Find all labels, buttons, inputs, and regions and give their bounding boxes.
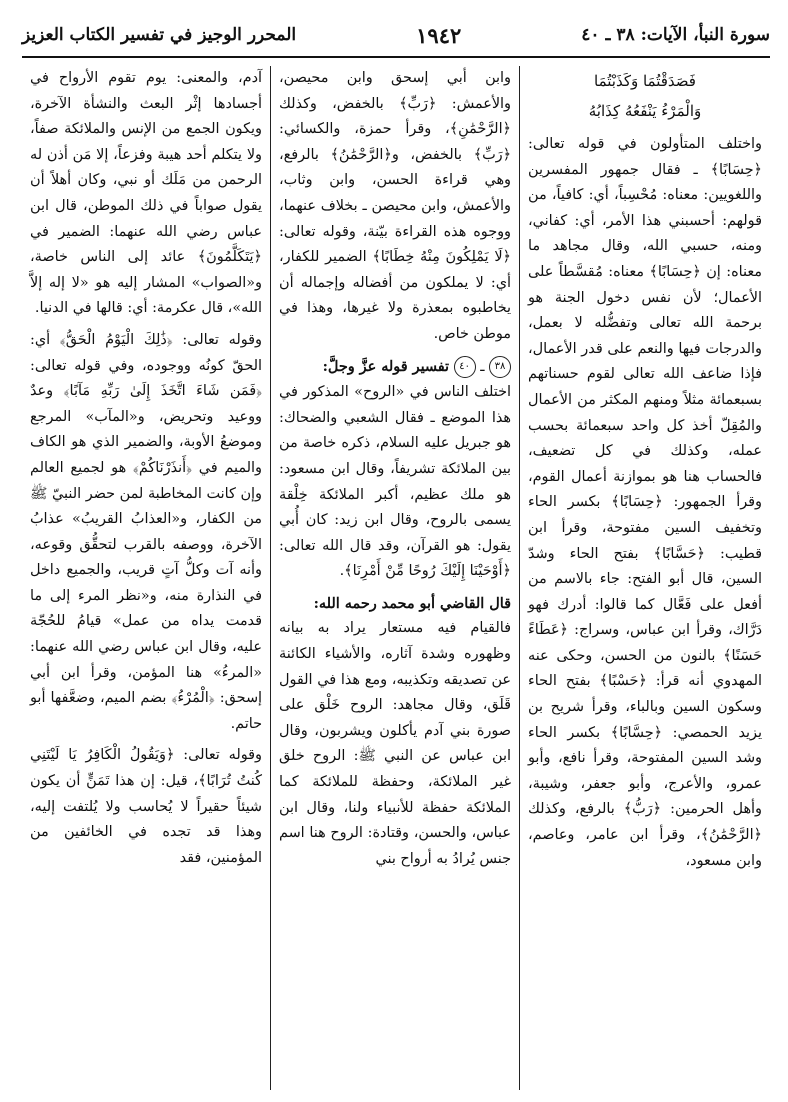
paragraph: آدم، والمعنى: يوم تقوم الأرواح في أجسادها إثْر البعث والنشأة الآخرة، ويكون الجمع من الإنس والملائكة صفاً، ولا يتكلم أحد هيبة وفزعاً، إلا مَن أذن له الرحمن من مَلَك أو نبي، وكان أهلاً أن يقول صواباً في ذلك الموطن، قال ابن عباس رضي الله عنهما: الضمير في ﴿يَتَكَلَّمُونَ﴾ عائد إلى الناس خاصة، و«الصواب» المشار إليه هو «لا إله إلاَّ الله»، قال عكرمة: أي: قالها في الدنيا. [30, 70, 262, 317]
paragraph: واختلف المتأولون في قوله تعالى: ﴿حِسَابًا﴾ ـ فقال جمهور المفسرين واللغويين: معناه: مُحْسِباً، أي: كافياً، من قولهم: أحسبني هذا الأمر، أي: كفاني، ومنه، حسبي الله، وقال مجاهد ما معناه: إن ﴿حِسَابًا﴾ معناه: مُقسَّطاً على الأعمال؛ لأن نفس دخول الجنة هو برحمة الله تعالى وتفضُّله لا بعمل، والدرجات فيها والنعم على قدر الأعمال، فإذا ضاعف الله تعالى لقوم حسناتهم بسبعمائة مثلاً ومنهم المكثر من الأعمال والمُقِلّ أخذ كل واحد سبعمائة بحسب عمله، وكذلك في كل تضعيف، فالحساب هنا هو بموازنة أعمال القوم، وقرأ الجمهور: ﴿حِسَابًا﴾ بكسر الحاء وتخفيف السين مفتوحة، وقرأ ابن قطيب: ﴿حَسَّابًا﴾ بفتح الحاء وشدّ السين، قال أبو الفتح: جاء بالاسم من أفعل على فَعَّال كما قالوا: أدرك فهو دَرَّاك، وقرأ ابن عباس، وسراج: ﴿عَطَاءً حَسَنًا﴾ بالنون من الحسن، وحكى عنه المهدوي أنه قرأ: ﴿حَسْبًا﴾ بفتح الحاء وسكون السين وبالباء، وقرأ شريح بن يزيد الحمصي: ﴿حِسَّابًا﴾ بكسر الحاء وشد السين المفتوحة، وقرأ نافع، وأبو عمرو، والأعرج، وأبو جعفر، وشيبة، وأهل الحرمين: ﴿رَبُّ﴾ بالرفع، وكذلك ﴿الرَّحْمَٰنُ﴾، وقرأ ابن عامر، وعاصم، وابن مسعود، [528, 136, 762, 869]
column-middle [270, 66, 520, 1090]
page-number: ١٩٤٢ [416, 22, 462, 48]
section-title: تفسير قوله عزَّ وجلَّ: [322, 357, 450, 375]
paragraph: وقوله تعالى: ﴿ذَٰلِكَ الْيَوْمُ الْحَقُّ﴾ أي: الحقّ كونُه ووجوده، وفي قوله تعالى: ﴿فَمَن شَاءَ اتَّخَذَ إِلَىٰ رَبِّهِ مَآبًا﴾ وعدٌ ووعيد وتحريض، و«المآب» المرجع وموضعُ الأوبة، والضمير الذي هو الكاف والميم في ﴿أَنذَرْنَاكُمْ﴾ هو لجميع العالم وإن كانت المخاطبة لمن حضر النبيّ ﷺ من الكفار، و«العذابُ القريبُ» عذابُ الآخرة، ووصفه بالقرب لتحقُّق وقوعه، وأنه آت وكلُّ آتٍ قريب، والجميع داخل في النذارة منه، و«نظر المرء إلى ما قدمت يداه من عمل» قيامُ للحُجّة عليه، وقال ابن عباس رضي الله عنهما: «المرءُ» هنا المؤمن، وقرأ ابن أبي إسحق: ﴿الْمُرْءُ﴾ بضم الميم، وضعَّفها أبو حاتم. [30, 331, 262, 732]
verse-line-2: وَالْمَرْءُ يَنْفَعُهُ كِذَابُهُ [588, 102, 702, 120]
page-header [22, 20, 770, 50]
verse-line-1: فَصَدَقْتُمَا وَكَذَبْتُمَا [594, 72, 696, 90]
paragraph: فالقيام فيه مستعار يراد به بيانه وظهوره وشدة آثاره، والأشياء الكائنة عن تصديقه وتكذيبه، ومع هذا في القول قَلَق، وقال مجاهد: الروح خَلْق على صورة بني آدم يأكلون ويشربون، وقال ابن عباس عن النبي ﷺ: الروح خلق غير الملائكة، وحفظة للملائكة كما الملائكة حفظة للأنبياء ولنا، وقال ابن عباس، والحسن، وقتادة: الروح هنا اسم جنس يُرادُ به أرواح بني [279, 620, 511, 867]
qadi-heading: قال القاضي أبو محمد رحمه الله: [313, 594, 511, 612]
paragraph: وقوله تعالى: ﴿وَيَقُولُ الْكَافِرُ يَا لَيْتَنِي كُنتُ تُرَابًا﴾، قيل: إن هذا تَمَنٍّ أن يكون شيئاً حقيراً لا يُحاسب ولا يُلتفت إليه، وهذا قد تجده في الخائفين من المؤمنين، فقد [30, 747, 262, 866]
ayah-number-marker: ٣٨ [489, 356, 511, 378]
column-left [22, 66, 270, 1090]
text-columns [22, 66, 770, 1090]
book-title: المحرر الوجيز في تفسير الكتاب العزيز [22, 25, 297, 45]
ayah-number-marker: ٤٠ [454, 356, 476, 378]
header-rule [22, 56, 770, 58]
section-heading: ٣٨ ـ ٤٠ تفسير قوله عزَّ وجلَّ: [279, 354, 511, 381]
poetry-verse [528, 66, 762, 126]
surah-heading: سورة النبأ، الآيات: ٣٨ ـ ٤٠ [581, 25, 770, 45]
column-right [520, 66, 770, 1090]
paragraph: وابن أبي إسحق وابن محيصن، والأعمش: ﴿رَبِّ﴾ بالخفض، وكذلك ﴿الرَّحْمَٰنِ﴾، وقرأ حمزة، والكسائي: ﴿رَبِّ﴾ بالخفض، و﴿الرَّحْمَٰنُ﴾ بالرفع، وهي قراءة الحسن، وابن وثاب، والأعمش، وابن محيصن ـ بخلاف عنهما، ووجوه هذه القراءة بيّنة، وقوله تعالى: ﴿لَا يَمْلِكُونَ مِنْهُ خِطَابًا﴾ الضمير للكفار، أي: لا يملكون من أفضاله وإجماله أن يخاطبوه بمعذرة ولا غيرها، وهذا في موطن خاص. [279, 70, 511, 342]
paragraph: اختلف الناس في «الروح» المذكور في هذا الموضع ـ فقال الشعبي والضحاك: هو جبريل عليه السلام، ذكره خاصة من بين الملائكة تشريفاً، وقال ابن مسعود: هو ملك عظيم، أكبر الملائكة خِلْقة يسمى بالروح، وقال ابن زيد: كان أُبي يقول: هو القرآن، وقد قال الله تعالى: ﴿أَوْحَيْنَا إِلَيْكَ رُوحًا مِّنْ أَمْرِنَا﴾. [279, 384, 511, 580]
page [22, 14, 770, 1090]
